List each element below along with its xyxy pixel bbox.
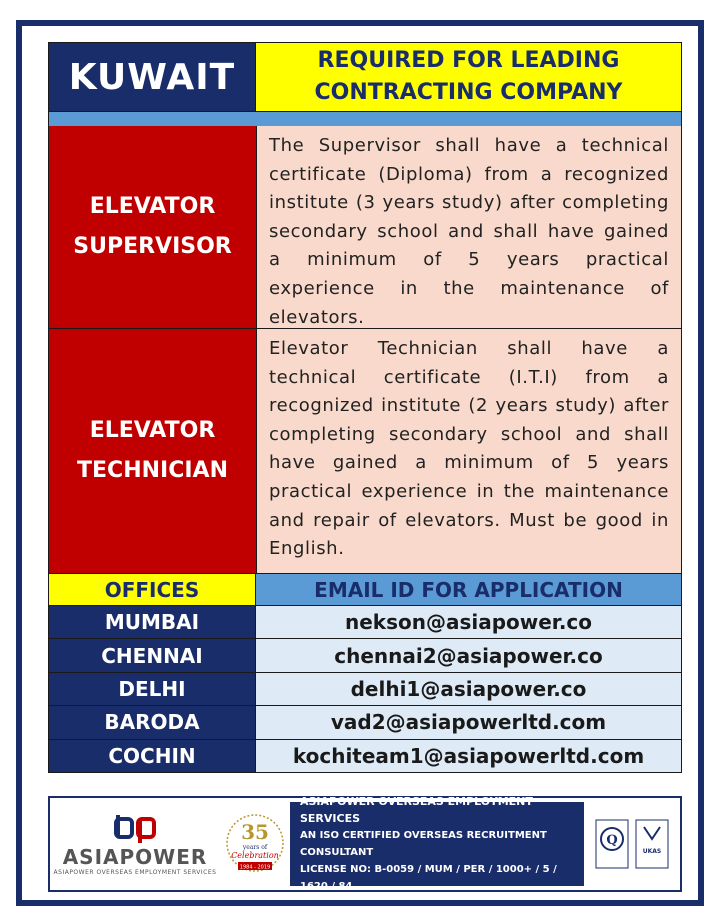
seal-years: 1984 - 2019	[239, 864, 271, 871]
poster-body	[48, 42, 682, 773]
logo-mark-icon	[112, 813, 158, 843]
seal-script: Celebration	[231, 851, 279, 860]
anniversary-seal-icon	[224, 809, 286, 879]
email-link[interactable]: kochiteam1@asiapowerltd.com	[256, 740, 682, 773]
job-description: The Supervisor shall have a technical certificate (Diploma) from a recognized institute (3 years study) after completing secondary school and shall have gained a minimum of 5 years practical experience in the maintenance of elevators.	[257, 126, 681, 328]
offices-header: OFFICES	[48, 574, 256, 606]
email-header: EMAIL ID FOR APPLICATION	[256, 574, 682, 606]
email-link[interactable]: nekson@asiapower.co	[256, 606, 682, 639]
seal-number: 35	[241, 820, 269, 844]
office-name: BARODA	[48, 706, 256, 739]
job-title-line-2: SUPERVISOR	[73, 234, 232, 259]
cert-text: UKAS	[642, 848, 662, 855]
headline-line-1: REQUIRED FOR LEADING	[317, 48, 620, 73]
contact-row	[48, 606, 682, 639]
job-title-line-1: ELEVATOR	[89, 418, 216, 443]
job-title-line-1: ELEVATOR	[89, 194, 216, 219]
job-description: Elevator Technician shall have a technical certificate (I.T.I) from a recognized institute (2 years study) after completing secondary school and shall have gained a minimum of 5 years practical experience in the maintenance and repair of elevators. Must be good in English.	[257, 329, 681, 573]
contact-row	[48, 706, 682, 739]
email-link[interactable]: chennai2@asiapower.co	[256, 639, 682, 672]
office-name: CHENNAI	[48, 639, 256, 672]
job-title-line-2: TECHNICIAN	[77, 458, 228, 483]
office-name: COCHIN	[48, 740, 256, 773]
email-link[interactable]: delhi1@asiapower.co	[256, 673, 682, 706]
agency-name: ASIAPOWER OVERSEAS EMPLOYMENT SERVICES	[300, 795, 533, 825]
job-row-technician	[48, 329, 682, 574]
job-row-supervisor	[48, 126, 682, 329]
office-name: MUMBAI	[48, 606, 256, 639]
certification-marks	[584, 802, 680, 886]
svg-text:Q: Q	[606, 833, 618, 848]
iso-mark-icon	[595, 819, 629, 869]
headline	[256, 42, 682, 112]
email-link[interactable]: vad2@asiapowerltd.com	[256, 706, 682, 739]
divider-bar	[48, 112, 682, 126]
country-title: KUWAIT	[48, 42, 256, 112]
contacts-header-row	[48, 574, 682, 606]
contact-row	[48, 740, 682, 773]
job-title	[49, 126, 257, 328]
job-title	[49, 329, 257, 573]
logo-wordmark: ASIAPOWER	[62, 844, 208, 869]
agency-info	[290, 795, 584, 892]
anniversary-seal	[220, 802, 290, 886]
office-name: DELHI	[48, 673, 256, 706]
company-logo	[50, 802, 220, 886]
ukas-mark-icon	[635, 819, 669, 869]
seal-text: years of	[242, 844, 268, 851]
headline-line-2: CONTRACTING COMPANY	[314, 80, 623, 105]
contact-row	[48, 673, 682, 706]
header-row	[48, 42, 682, 112]
logo-tagline: ASIAPOWER OVERSEAS EMPLOYMENT SERVICES	[53, 868, 217, 876]
poster-frame	[16, 20, 704, 906]
agency-iso-line: AN ISO CERTIFIED OVERSEAS RECRUITMENT CONSULTANT	[300, 830, 547, 858]
agency-license: LICENSE NO: B-0059 / MUM / PER / 1000+ / 5 / 1620 / 84	[300, 864, 557, 892]
contact-row	[48, 639, 682, 672]
footer-banner	[48, 796, 682, 892]
